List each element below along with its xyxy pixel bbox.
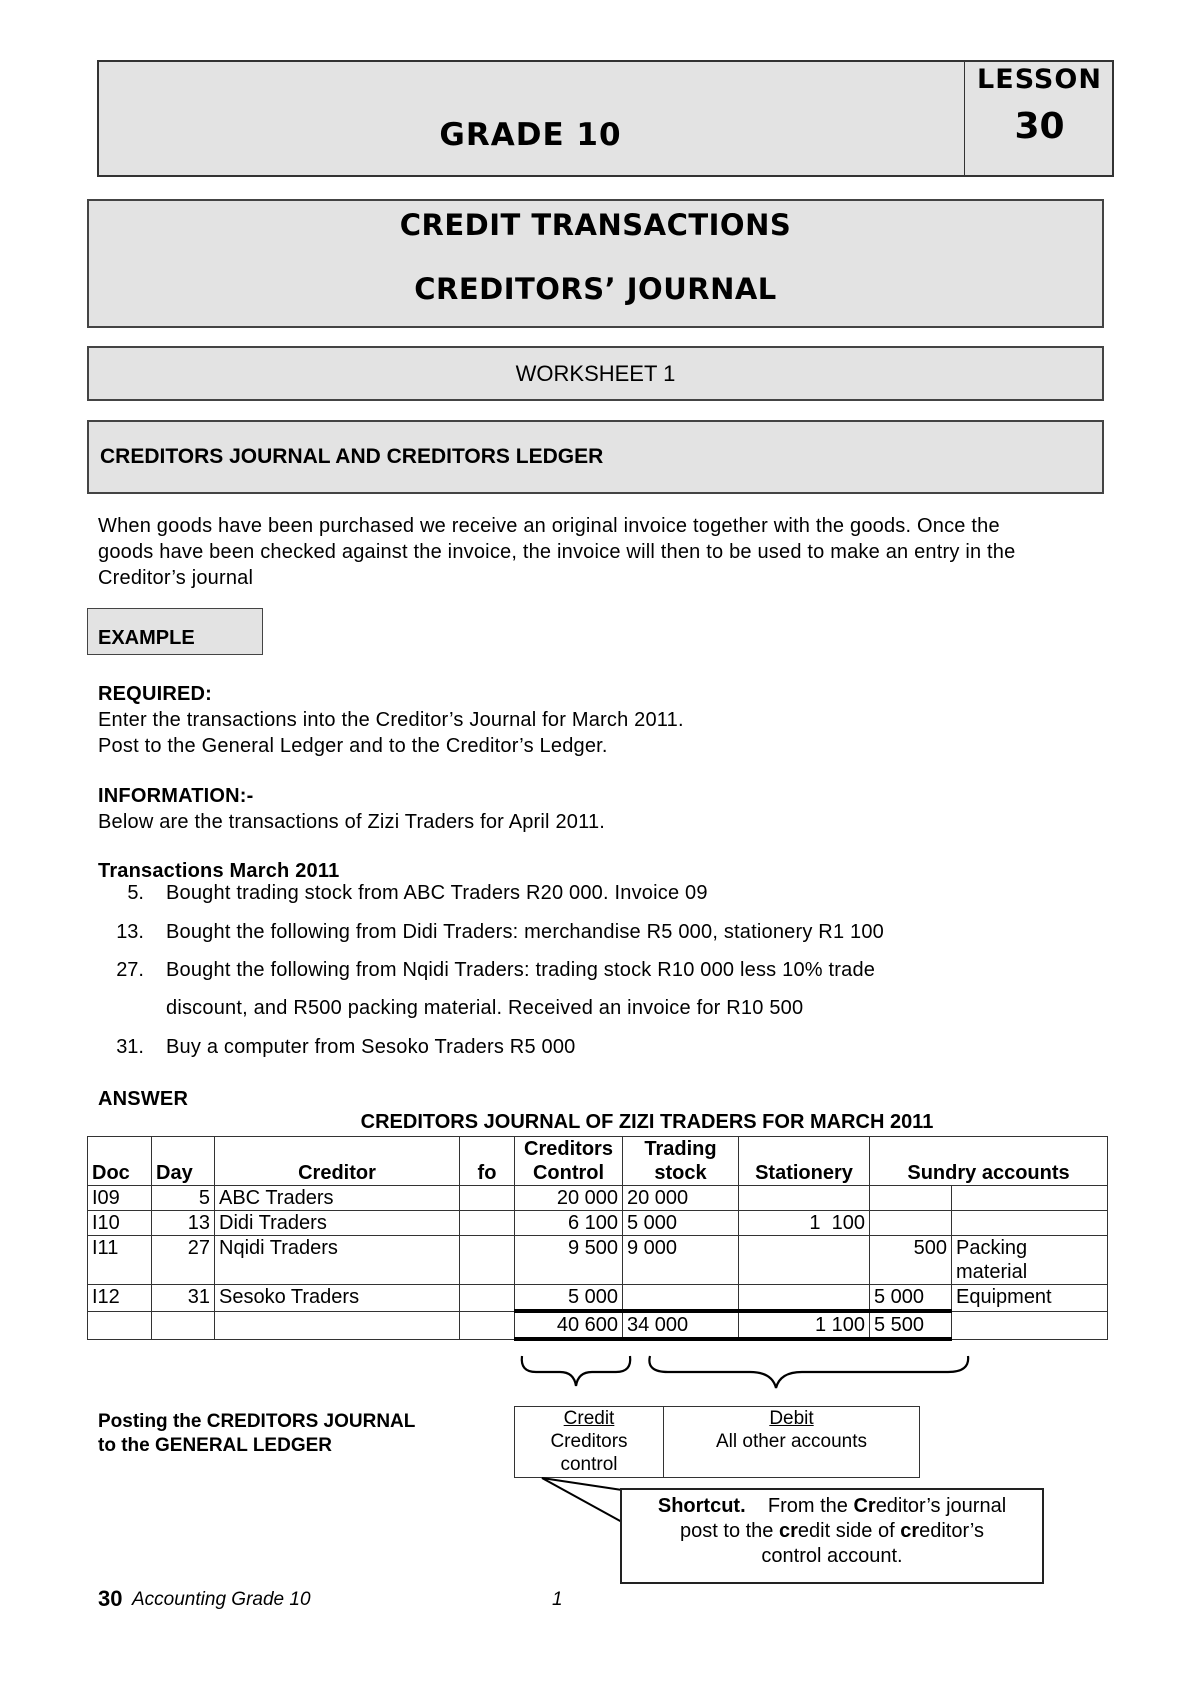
- debit-box: Debit All other accounts: [663, 1406, 920, 1478]
- title-line-2: CREDITORS’ JOURNAL: [414, 272, 777, 306]
- header-creditors-control: Creditors Control: [515, 1137, 623, 1186]
- brace-graphic: [510, 1352, 980, 1402]
- required-line: Enter the transactions into the Creditor’s Journal for March 2011.: [98, 709, 684, 731]
- total-stationery: 1 100: [739, 1311, 870, 1339]
- credit-label: Credit: [563, 1408, 615, 1429]
- transaction-text: Buy a computer from Sesoko Traders R5 000: [166, 1036, 576, 1058]
- table-row: I11 27 Nqidi Traders 9 500 9 000 500 Packing material: [88, 1236, 1108, 1285]
- transaction-day: 31.: [116, 1036, 144, 1058]
- transactions-heading: Transactions March 2011: [98, 860, 340, 882]
- section-heading: CREDITORS JOURNAL AND CREDITORS LEDGER: [87, 420, 1104, 494]
- footer-text: Accounting Grade 10: [132, 1589, 311, 1610]
- intro-line: Creditor’s journal: [98, 567, 254, 589]
- header-day: Day: [152, 1137, 215, 1186]
- lesson-label: LESSON: [977, 64, 1102, 95]
- transaction-text: Bought the following from Nqidi Traders: trading stock R10 000 less 10% trade: [166, 959, 876, 981]
- total-control: 40 600: [515, 1311, 623, 1339]
- header-trading-stock: Trading stock: [623, 1137, 739, 1186]
- header-doc: Doc: [88, 1137, 152, 1186]
- shortcut-callout: Shortcut. From the Creditor’s journal post to the credit side of creditor’s control account.: [620, 1488, 1044, 1584]
- total-sundry: 5 500: [870, 1311, 952, 1339]
- table-header-row: [88, 1137, 1108, 1186]
- totals-row: [88, 1311, 1108, 1339]
- header-sundry-accounts: Sundry accounts: [870, 1137, 1108, 1186]
- required-line: Post to the General Ledger and to the Creditor’s Ledger.: [98, 735, 608, 757]
- intro-line: When goods have been purchased we receive an original invoice together with the goods. Once the: [98, 515, 1000, 537]
- answer-label: ANSWER: [98, 1088, 189, 1110]
- grade-title: GRADE 10: [97, 60, 965, 177]
- information-label: INFORMATION:-: [98, 785, 254, 807]
- transaction-day: 5.: [127, 882, 144, 904]
- posting-label: Posting the CREDITORS JOURNAL to the GENERAL LEDGER: [98, 1411, 416, 1456]
- header-creditor: Creditor: [215, 1137, 460, 1186]
- debit-label: Debit: [769, 1408, 814, 1429]
- creditors-journal-table: [87, 1136, 1108, 1341]
- transaction-text: Bought trading stock from ABC Traders R20 000. Invoice 09: [166, 882, 708, 904]
- transaction-day: 13.: [116, 921, 144, 943]
- credit-box: Credit Creditors control: [514, 1406, 664, 1478]
- required-label: REQUIRED:: [98, 683, 213, 705]
- total-stock: 34 000: [623, 1311, 739, 1339]
- header-fo: fo: [460, 1137, 515, 1186]
- title-line-1: CREDIT TRANSACTIONS: [399, 208, 792, 242]
- debit-brace: [649, 1356, 968, 1388]
- credit-brace: [522, 1356, 630, 1386]
- intro-line: goods have been checked against the invoice, the invoice will then to be used to make an entry in the: [98, 541, 1016, 563]
- transaction-day: 27.: [116, 959, 144, 981]
- transaction-text: Bought the following from Didi Traders: merchandise R5 000, stationery R1 100: [166, 921, 884, 943]
- journal-title: CREDITORS JOURNAL OF ZIZI TRADERS FOR MARCH 2011: [360, 1111, 934, 1133]
- footer-number: 30: [98, 1586, 123, 1611]
- page-number: 1: [552, 1589, 563, 1610]
- information-line: Below are the transactions of Zizi Traders for April 2011.: [98, 811, 606, 833]
- example-label: EXAMPLE: [87, 608, 263, 655]
- table-row: I10 13 Didi Traders 6 100 5 000 1 100: [88, 1211, 1108, 1236]
- intro-paragraph: [98, 513, 1108, 591]
- transaction-text-continued: discount, and R500 packing material. Received an invoice for R10 500: [166, 997, 804, 1019]
- header-stationery: Stationery: [739, 1137, 870, 1186]
- worksheet-label: WORKSHEET 1: [87, 346, 1104, 401]
- table-row: I12 31 Sesoko Traders 5 000 5 000 Equipment: [88, 1285, 1108, 1312]
- lesson-number: 30: [1014, 106, 1065, 147]
- table-row: I09 5 ABC Traders 20 000 20 000: [88, 1186, 1108, 1211]
